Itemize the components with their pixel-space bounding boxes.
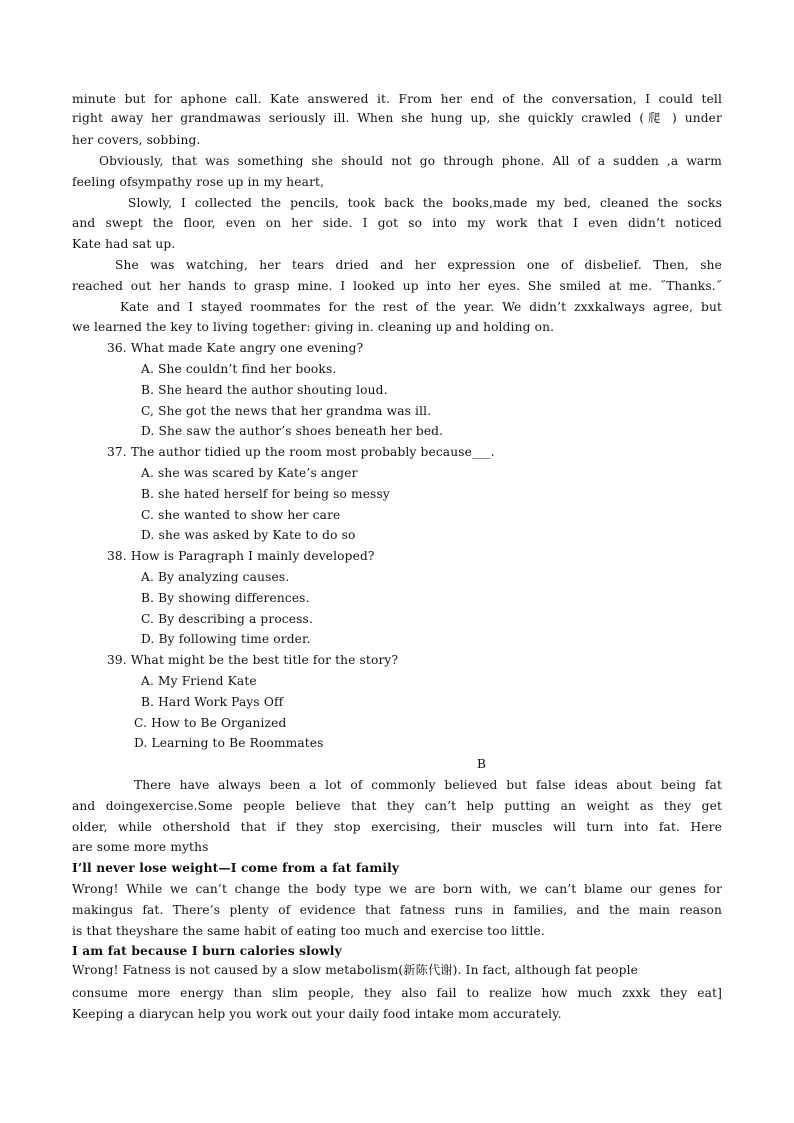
passage-line: are some more myths <box>72 840 209 854</box>
question-stem: 38. How is Paragraph I mainly developed? <box>107 549 375 563</box>
passage-line: Keeping a diarycan help you work out your daily food intake mom accurately. <box>72 1007 562 1021</box>
answer-option: C. How to Be Organized <box>134 716 287 730</box>
passage-line: Obviously, that was something she should not go through phone. All of a sudden ,a warm <box>99 154 722 168</box>
passage-line: reached out her hands to grasp mine. I looked up into her eyes. She smiled at me. ˝Thanks.˝ <box>72 279 722 293</box>
answer-option: C. she wanted to show her care <box>141 508 341 522</box>
answer-option: C, She got the news that her grandma was ill. <box>141 404 432 418</box>
answer-option: D. Learning to Be Roommates <box>134 736 324 750</box>
passage-line: feeling ofsympathy rose up in my heart, <box>72 175 325 189</box>
passage-line: minute but for aphone call. Kate answered it. From her end of the conversation, I could tell <box>72 92 722 106</box>
passage-line: Wrong! Fatness is not caused by a slow metabolism(新陈代谢). In fact, although fat people <box>72 963 639 977</box>
answer-option: A. She couldn’t find her books. <box>141 362 337 376</box>
passage-line: older, while othershold that if they stop exercising, their muscles will turn into fat. Here <box>72 820 722 834</box>
passage-line: is that theyshare the same habit of eating too much and exercise too little. <box>72 924 545 938</box>
passage-line: consume more energy than slim people, they also fail to realize how much zxxk they eat] <box>72 986 722 1000</box>
answer-option: D. she was asked by Kate to do so <box>141 528 356 542</box>
answer-option: B. Hard Work Pays Off <box>141 695 284 709</box>
answer-option: D. She saw the author’s shoes beneath her bed. <box>141 424 444 438</box>
question-stem: 37. The author tidied up the room most probably because___. <box>107 445 495 459</box>
passage-line: we learned the key to living together: giving in. cleaning up and holding on. <box>72 320 555 334</box>
answer-option: B. By showing differences. <box>141 591 310 605</box>
passage-line: right away her grandmawas seriously ill. When she hung up, she quickly crawled (爬 ) under <box>72 111 722 125</box>
passage-line: Slowly, I collected the pencils, took back the books,made my bed, cleaned the socks <box>128 196 722 210</box>
question-stem: 36. What made Kate angry one evening? <box>107 341 364 355</box>
answer-option: D. By following time order. <box>141 632 311 646</box>
answer-option: B. She heard the author shouting loud. <box>141 383 388 397</box>
myth-heading: I am fat because I burn calories slowly <box>72 944 342 958</box>
question-stem: 39. What might be the best title for the story? <box>107 653 399 667</box>
passage-line: her covers, sobbing. <box>72 133 201 147</box>
passage-line: Kate and I stayed roommates for the rest of the year. We didn’t zxxkalways agree, but <box>120 300 722 314</box>
passage-line: Wrong! While we can’t change the body type we are born with, we can’t blame our genes for <box>72 882 722 896</box>
passage-line: and doingexercise.Some people believe that they can’t help putting an weight as they get <box>72 799 722 813</box>
answer-option: A. My Friend Kate <box>141 674 257 688</box>
passage-line: and swept the floor, even on her side. I got so into my work that I even didn’t noticed <box>72 216 722 230</box>
passage-line: There have always been a lot of commonly believed but false ideas about being fat <box>134 778 722 792</box>
passage-line: She was watching, her tears dried and her expression one of disbelief. Then, she <box>115 258 722 272</box>
answer-option: A. she was scared by Kate’s anger <box>141 466 358 480</box>
myth-heading: I’ll never lose weight—I come from a fat family <box>72 861 400 875</box>
passage-line: Kate had sat up. <box>72 237 176 251</box>
answer-option: B. she hated herself for being so messy <box>141 487 390 501</box>
section-label: B <box>476 757 487 771</box>
answer-option: C. By describing a process. <box>141 612 313 626</box>
passage-line: makingus fat. There’s plenty of evidence that fatness runs in families, and the main reason <box>72 903 722 917</box>
answer-option: A. By analyzing causes. <box>141 570 290 584</box>
